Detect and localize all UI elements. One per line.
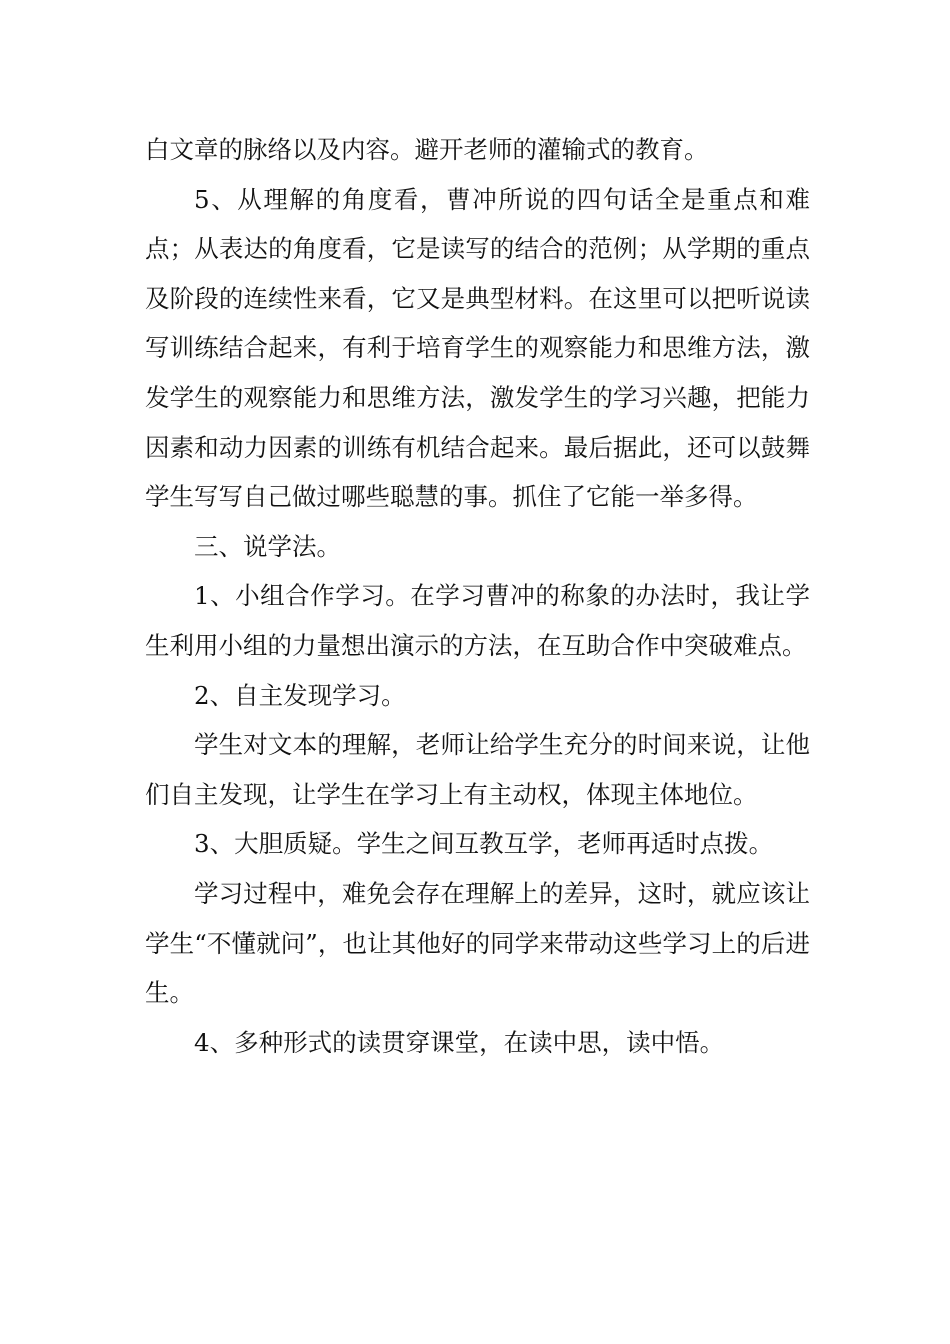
document-body (145, 125, 810, 1067)
paragraph-point-1: 1、小组合作学习。在学习曹冲的称象的办法时，我让学生利用小组的力量想出演示的方法，在互助合作中突破难点。 (145, 581, 810, 660)
section-heading-study-method: 三、说学法。 (194, 531, 341, 561)
paragraph-continuation: 白文章的脉络以及内容。避开老师的灌输式的教育。 (145, 135, 709, 164)
paragraph-point-2-detail: 学生对文本的理解，老师让给学生充分的时间来说，让他们自主发现，让学生在学习上有主动权，体现主体地位。 (145, 730, 810, 809)
paragraph-point-3-detail: 学习过程中，难免会存在理解上的差异，这时，就应该让学生“不懂就问”，也让其他好的同学来带动这些学习上的后进生。 (145, 878, 810, 1008)
paragraph-point-2: 2、自主发现学习。 (194, 680, 406, 710)
paragraph-point-4: 4、多种形式的读贯穿课堂，在读中思，读中悟。 (194, 1027, 725, 1057)
paragraph-point-3: 3、大胆质疑。学生之间互教互学，老师再适时点拨。 (194, 829, 774, 859)
paragraph-point-5: 5、从理解的角度看，曹冲所说的四句话全是重点和难点；从表达的角度看，它是读写的结合的范例；从学期的重点及阶段的连续性来看，它又是典型材料。在这里可以把听说读写训练结合起来，有利于培育学生的观察能力和思维方法，激发学生的观察能力和思维方法，激发学生的学习兴趣，把能力因素和动力因素的训练有机结合起来。最后据此，还可以鼓舞学生写写自己做过哪些聪慧的事。抓住了它能一举多得。 (145, 184, 810, 512)
